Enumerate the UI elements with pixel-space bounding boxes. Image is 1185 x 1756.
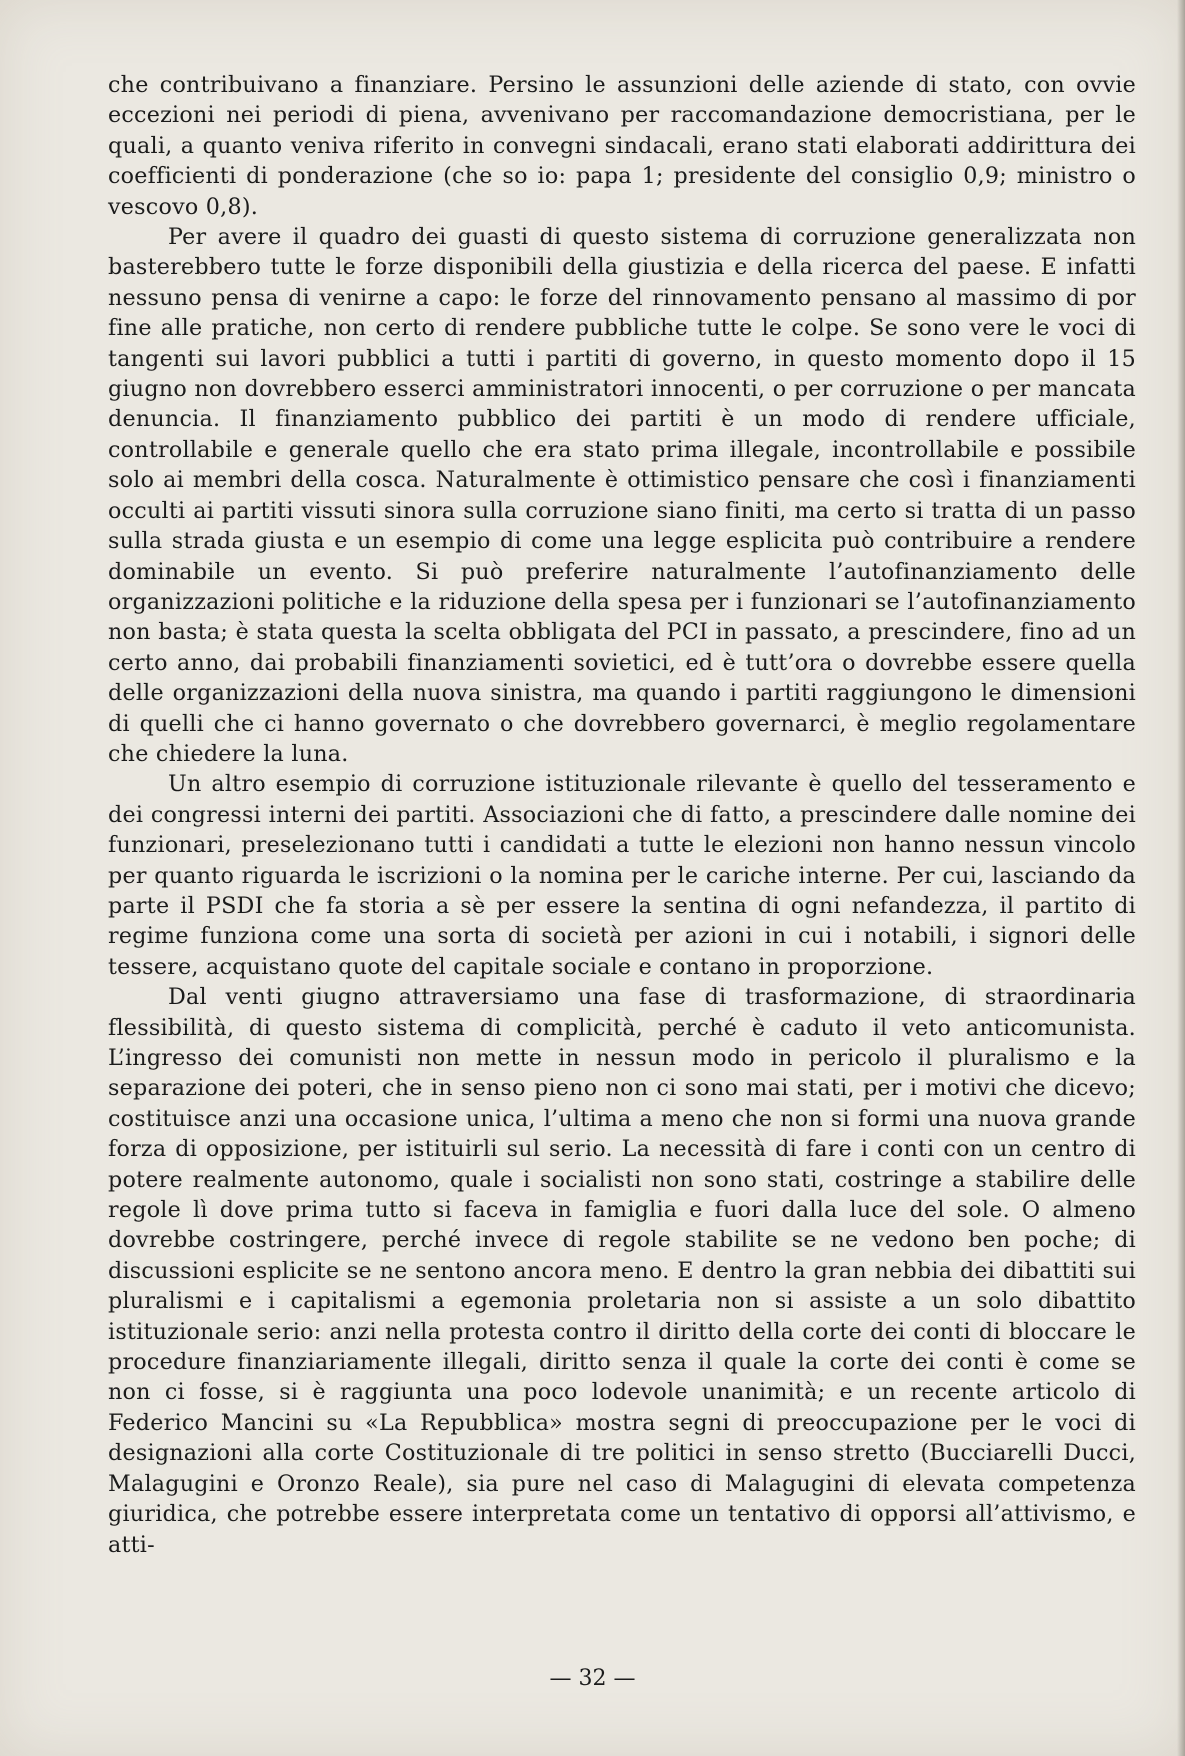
page-edge-shadow bbox=[1177, 0, 1185, 1756]
body-text bbox=[108, 70, 1136, 1560]
paragraph-continuation: che contribuivano a finanziare. Persino le assunzioni delle aziende di stato, con ovvie eccezioni nei periodi di piena, avvenivano per raccomandazione democristiana, per le quali, a quanto veniva riferito in convegni sindacali, erano stati elaborati addirittura dei coefficienti di ponderazione (che so io: papa 1; presidente del consiglio 0,9; ministro o vescovo 0,8). bbox=[108, 72, 1136, 220]
paragraph-institutional-corruption: Un altro esempio di corruzione istituzionale rilevante è quello del tesseramento e dei congressi interni dei partiti. Associazioni che di fatto, a prescindere dalle nomine dei funzionari, preselezionano tutti i candidati a tutte le elezioni non hanno nessun vincolo per quanto riguarda le iscrizioni o la nomina per le cariche interne. Per cui, lasciando da parte il PSDI che fa storia a sè per essere la sentina di ogni nefandezza, il partito di regime funziona come una sorta di società per azioni in cui i notabili, i signori delle tessere, acquistano quote del capitale sociale e contano in proporzione. bbox=[108, 771, 1136, 980]
page-number: — 32 — bbox=[549, 1666, 636, 1691]
paragraph-transformation-phase: Dal venti giugno attraversiamo una fase di trasformazione, di straordinaria flessibilità, di questo sistema di complicità, perché è caduto il veto anticomunista. L’ingresso dei comunisti non mette in nessun modo in pericolo il pluralismo e la separazione dei poteri, che in senso pieno non ci sono mai stati, per i motivi che dicevo; costituisce anzi una occasione unica, l’ultima a meno che non si formi una nuova grande forza di opposizione, per istituirli sul serio. La necessità di fare i conti con un centro di potere realmente autonomo, quale i socialisti non sono stati, costringe a stabilire delle regole lì dove prima tutto si faceva in famiglia e fuori dalla luce del sole. O almeno dovrebbe costringere, perché invece di regole stabilite se ne vedono ben poche; di discussioni esplicite se ne sentono ancora meno. E dentro la gran nebbia dei dibattiti sui pluralismi e i capitalismi a egemonia proletaria non si assiste a un solo dibattito istituzionale serio: anzi nella protesta contro il diritto della corte dei conti di bloccare le procedure finanziariamente illegali, diritto senza il quale la corte dei conti è come se non ci fosse, si è raggiunta una poco lodevole unanimità; e un recente articolo di Federico Mancini su «La Repubblica» mostra segni di preoccupazione per le voci di designazioni alla corte Costituzionale di tre politici in senso stretto (Bucciarelli Ducci, Malagugini e Oronzo Reale), sia pure nel caso di Malagugini di elevata competenza giuridica, che potrebbe essere interpretata come un tentativo di opporsi all’attivismo, e atti- bbox=[108, 984, 1136, 1558]
paragraph-corruption-system: Per avere il quadro dei guasti di questo sistema di corruzione generalizzata non basterebbero tutte le forze disponibili della giustizia e della ricerca del paese. E infatti nessuno pensa di venirne a capo: le forze del rinnovamento pensano al massimo di por fine alle pratiche, non certo di rendere pubbliche tutte le colpe. Se sono vere le voci di tangenti sui lavori pubblici a tutti i partiti di governo, in questo momento dopo il 15 giugno non dovrebbero esserci amministratori innocenti, o per corruzione o per mancata denuncia. Il finanziamento pubblico dei partiti è un modo di rendere ufficiale, controllabile e generale quello che era stato prima illegale, incontrollabile e possibile solo ai membri della cosca. Naturalmente è ottimistico pensare che così i finanziamenti occulti ai partiti vissuti sinora sulla corruzione siano finiti, ma certo si tratta di un passo sulla strada giusta e un esempio di come una legge esplicita può contribuire a rendere dominabile un evento. Si può preferire naturalmente l’autofinanziamento delle organizzazioni politiche e la riduzione della spesa per i funzionari se l’autofinanziamento non basta; è stata questa la scelta obbligata del PCI in passato, a prescindere, fino ad un certo anno, dai probabili finanziamenti sovietici, ed è tutt’ora o dovrebbe essere quella delle organizzazioni della nuova sinistra, ma quando i partiti raggiungono le dimensioni di quelli che ci hanno governato o che dovrebbero governarci, è meglio regolamentare che chiedere la luna. bbox=[108, 224, 1136, 767]
